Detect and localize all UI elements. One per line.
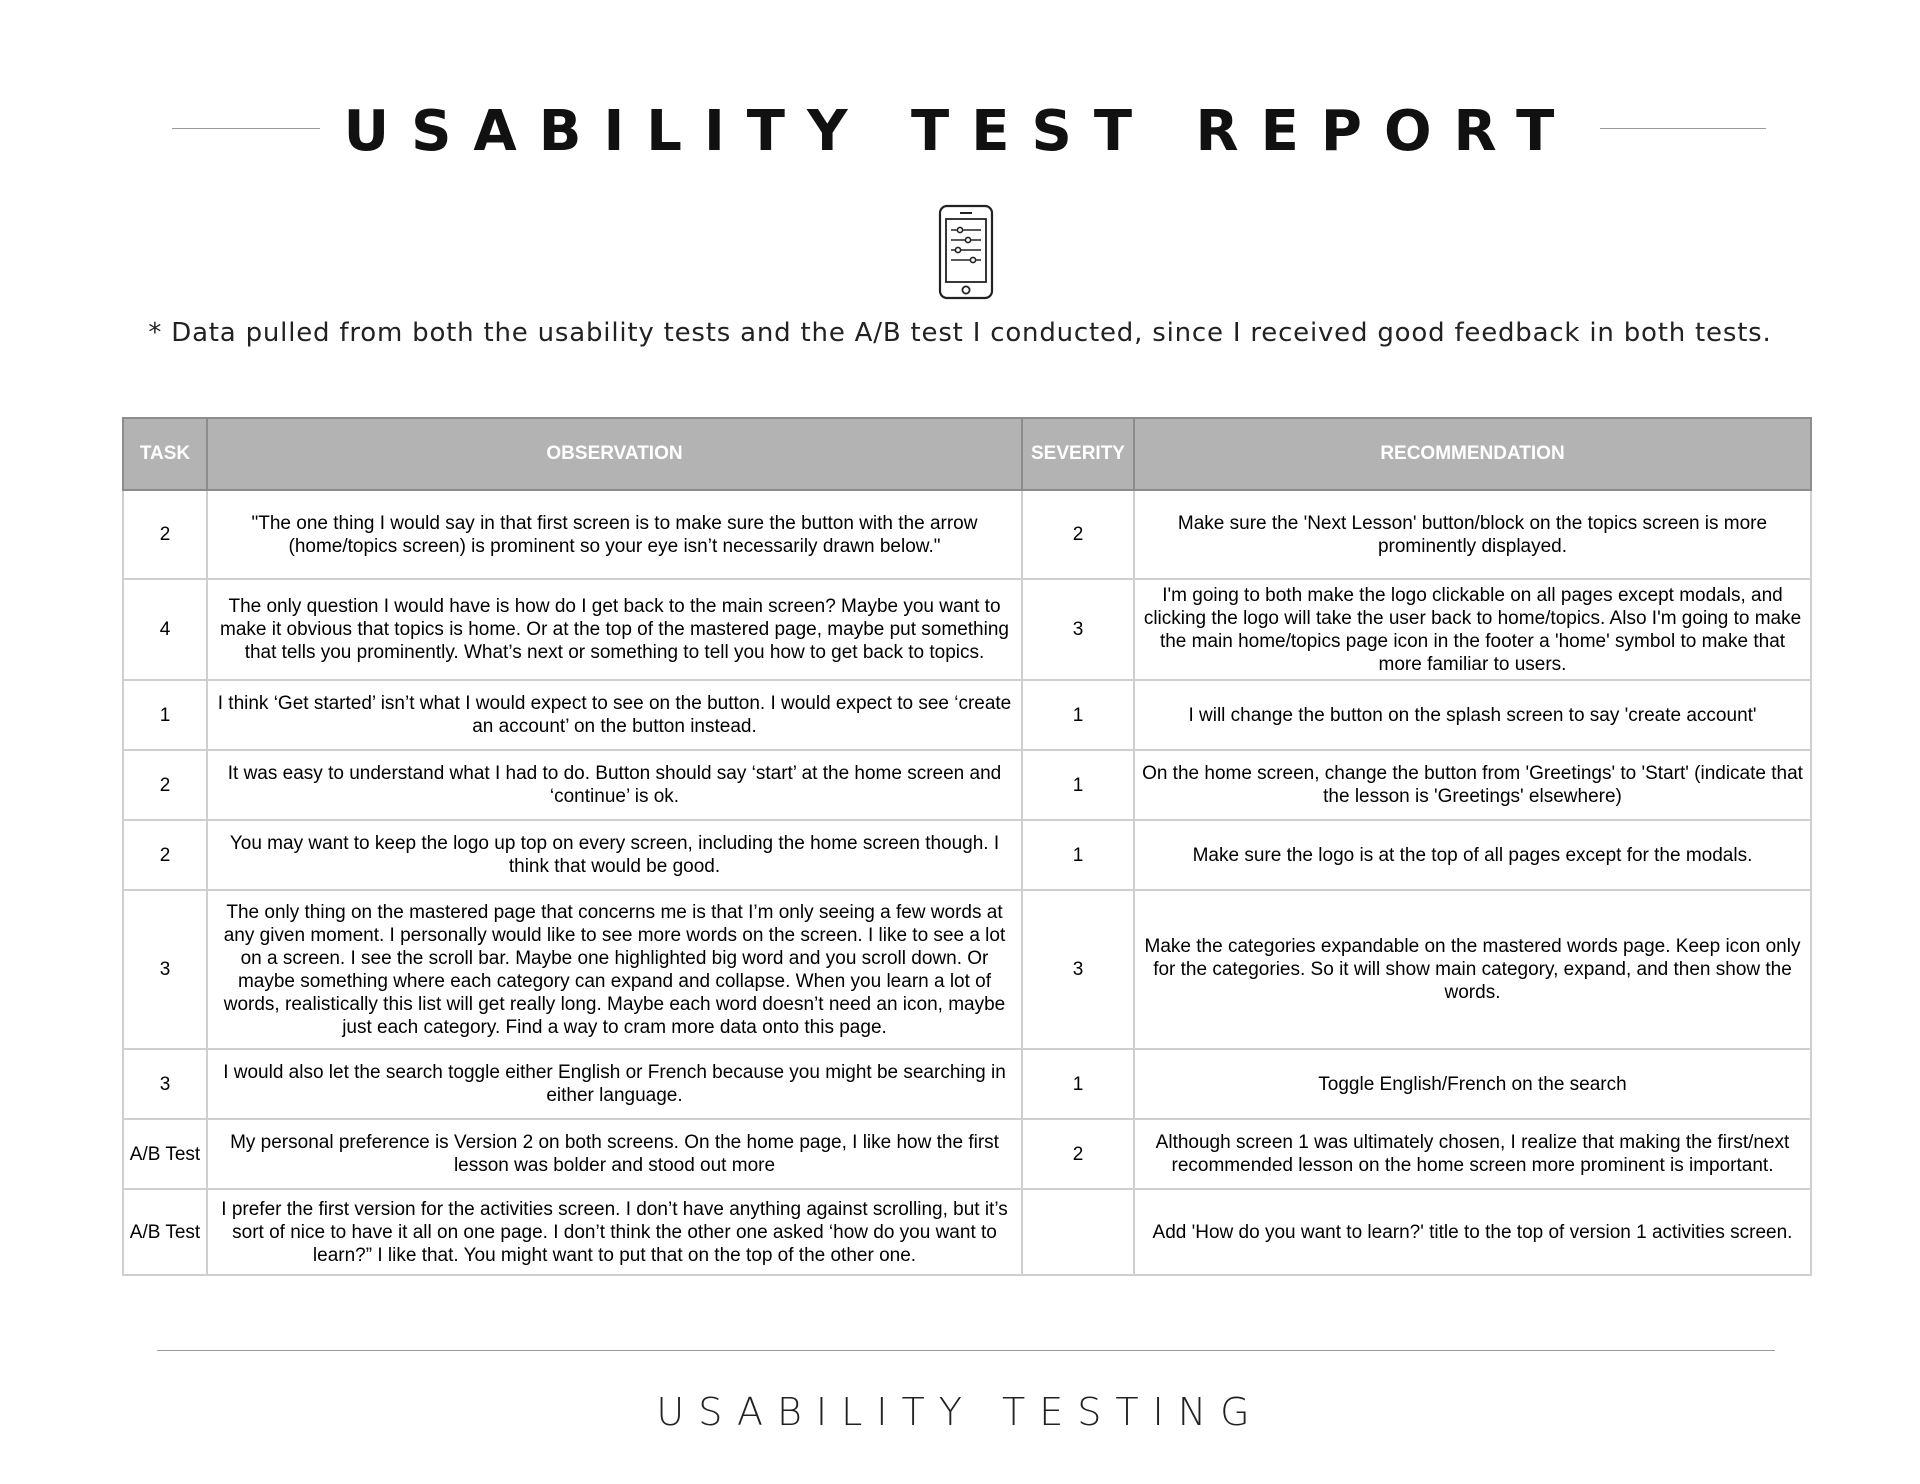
title-rule-right — [1600, 128, 1766, 129]
title-rule-left — [172, 128, 320, 129]
column-header-recommendation: RECOMMENDATION — [1134, 418, 1811, 490]
severity-cell: 2 — [1022, 1119, 1134, 1189]
table-row — [123, 890, 1811, 1049]
task-cell: 4 — [123, 579, 207, 680]
task-cell: 2 — [123, 820, 207, 890]
table-row — [123, 750, 1811, 820]
severity-cell: 1 — [1022, 750, 1134, 820]
task-cell: 2 — [123, 750, 207, 820]
table-row — [123, 820, 1811, 890]
severity-cell: 2 — [1022, 490, 1134, 579]
severity-cell: 1 — [1022, 1049, 1134, 1119]
task-cell: 3 — [123, 890, 207, 1049]
observation-cell: I prefer the first version for the activities screen. I don’t have anything against scrolling, but it’s sort of nice to have it all on one page. I don’t think the other one asked ‘how do you want to learn?” I like that. You might want to put that on the top of the other one. — [207, 1189, 1022, 1275]
observation-cell: "The one thing I would say in that first screen is to make sure the button with the arrow (home/topics screen) is prominent so your eye isn’t necessarily drawn below." — [207, 490, 1022, 579]
table-row — [123, 579, 1811, 680]
mobile-settings-icon — [938, 204, 994, 300]
observation-cell: It was easy to understand what I had to do. Button should say ‘start’ at the home screen and ‘continue’ is ok. — [207, 750, 1022, 820]
table-row — [123, 680, 1811, 750]
table-row — [123, 1189, 1811, 1275]
recommendation-cell: Although screen 1 was ultimately chosen, I realize that making the first/next recommended lesson on the home screen more prominent is important. — [1134, 1119, 1811, 1189]
footer-title: USABILITY TESTING — [656, 1390, 1264, 1434]
severity-cell — [1022, 1189, 1134, 1275]
table-row — [123, 490, 1811, 579]
observation-cell: My personal preference is Version 2 on both screens. On the home page, I like how the first lesson was bolder and stood out more — [207, 1119, 1022, 1189]
recommendation-cell: Toggle English/French on the search — [1134, 1049, 1811, 1119]
recommendation-cell: I will change the button on the splash screen to say 'create account' — [1134, 680, 1811, 750]
recommendation-cell: Add 'How do you want to learn?' title to the top of version 1 activities screen. — [1134, 1189, 1811, 1275]
footer-rule — [157, 1350, 1775, 1351]
data-source-note: * Data pulled from both the usability tests and the A/B test I conducted, since I received good feedback in both tests. — [148, 318, 1772, 348]
severity-cell: 1 — [1022, 820, 1134, 890]
observation-cell: You may want to keep the logo up top on every screen, including the home screen though. I think that would be good. — [207, 820, 1022, 890]
task-cell: A/B Test — [123, 1119, 207, 1189]
recommendation-cell: Make the categories expandable on the mastered words page. Keep icon only for the categories. So it will show main category, expand, and then show the words. — [1134, 890, 1811, 1049]
column-header-severity: SEVERITY — [1022, 418, 1134, 490]
severity-cell: 3 — [1022, 890, 1134, 1049]
task-cell: A/B Test — [123, 1189, 207, 1275]
observation-cell: I think ‘Get started’ isn’t what I would expect to see on the button. I would expect to see ‘create an account’ on the button instead. — [207, 680, 1022, 750]
page-title: USABILITY TEST REPORT — [343, 99, 1577, 164]
table-row — [123, 1119, 1811, 1189]
usability-report-table — [122, 417, 1812, 1276]
recommendation-cell: Make sure the 'Next Lesson' button/block on the topics screen is more prominently displayed. — [1134, 490, 1811, 579]
recommendation-cell: Make sure the logo is at the top of all pages except for the modals. — [1134, 820, 1811, 890]
task-cell: 3 — [123, 1049, 207, 1119]
observation-cell: The only question I would have is how do I get back to the main screen? Maybe you want to make it obvious that topics is home. Or at the top of the mastered page, maybe put something that tells you prominently. What’s next or something to tell you how to get back to topics. — [207, 579, 1022, 680]
recommendation-cell: I'm going to both make the logo clickable on all pages except modals, and clicking the logo will take the user back to home/topics. Also I'm going to make the main home/topics page icon in the footer a 'home' symbol to make that more familiar to users. — [1134, 579, 1811, 680]
table-header-row — [123, 418, 1811, 490]
column-header-observation: OBSERVATION — [207, 418, 1022, 490]
table-row — [123, 1049, 1811, 1119]
column-header-task: TASK — [123, 418, 207, 490]
task-cell: 1 — [123, 680, 207, 750]
observation-cell: I would also let the search toggle either English or French because you might be searching in either language. — [207, 1049, 1022, 1119]
severity-cell: 1 — [1022, 680, 1134, 750]
task-cell: 2 — [123, 490, 207, 579]
severity-cell: 3 — [1022, 579, 1134, 680]
recommendation-cell: On the home screen, change the button from 'Greetings' to 'Start' (indicate that the lesson is 'Greetings' elsewhere) — [1134, 750, 1811, 820]
observation-cell: The only thing on the mastered page that concerns me is that I’m only seeing a few words at any given moment. I personally would like to see more words on the screen. I like to see a lot on a screen. I see the scroll bar. Maybe one highlighted big word and you scroll down. Or maybe something where each category can expand and collapse. When you learn a lot of words, realistically this list will get really long. Maybe each word doesn’t need an icon, maybe just each category. Find a way to cram more data onto this page. — [207, 890, 1022, 1049]
title-row — [0, 100, 1920, 170]
